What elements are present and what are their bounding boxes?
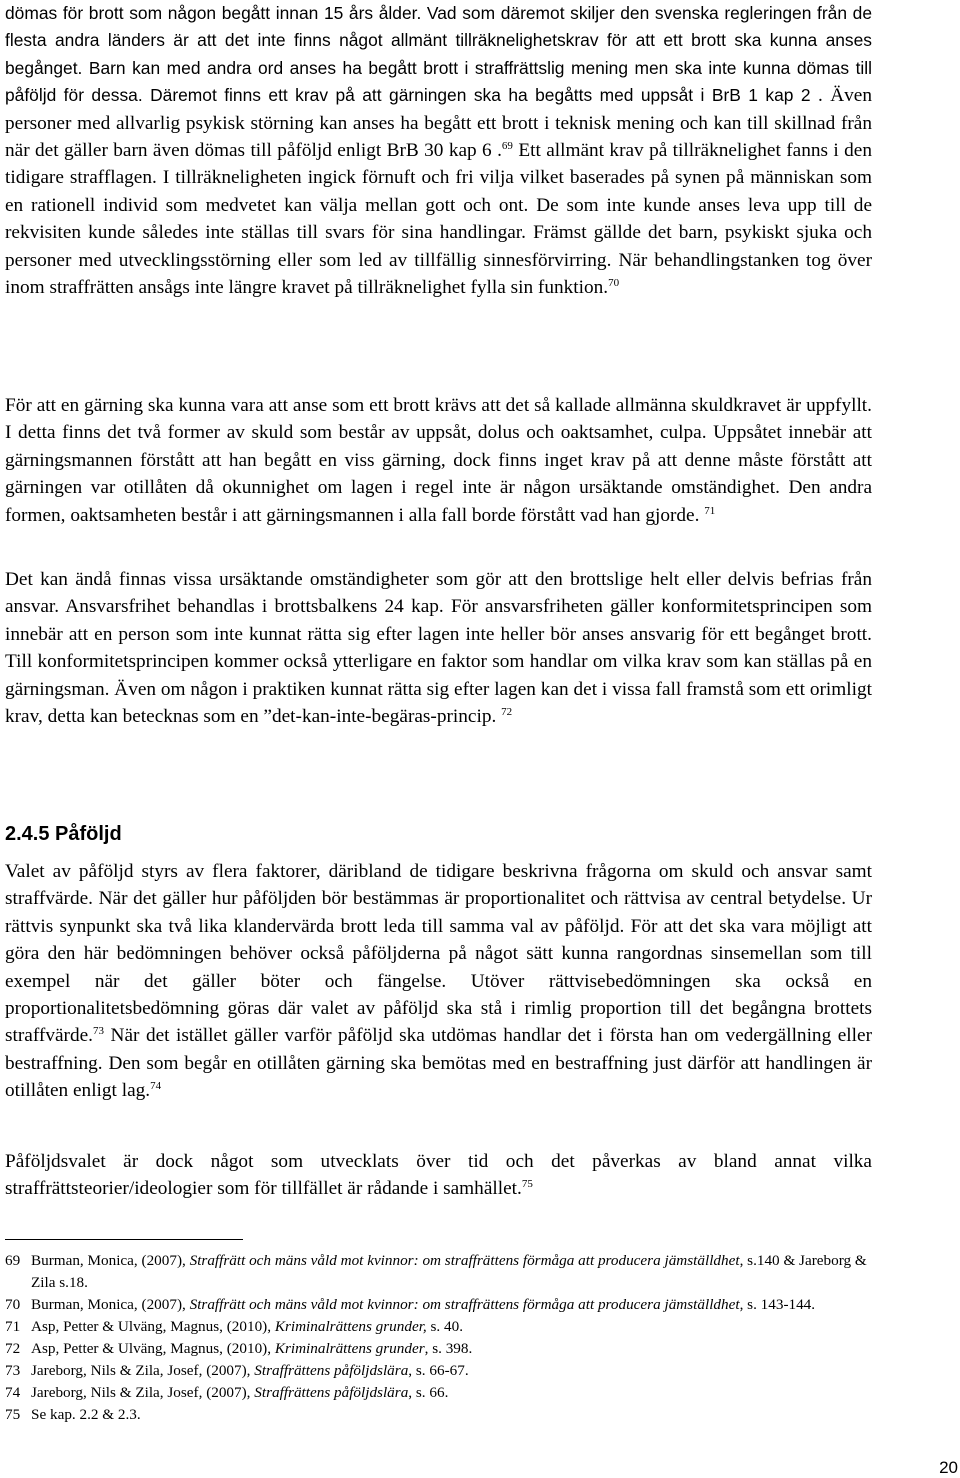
paragraph-sanction-choice [5, 858, 872, 1105]
section-heading: 2.4.5 Påföljd [5, 823, 122, 845]
footnote-ref: 73 [92, 1025, 104, 1038]
footnote-text [31, 1338, 885, 1360]
footnote-number: 71 [5, 1318, 21, 1335]
footnote-title: Straffrättens påföljdslära [254, 1384, 409, 1401]
footnote-number: 69 [5, 1252, 21, 1269]
footnote-separator [5, 1239, 243, 1240]
footnote-72 [5, 1338, 885, 1360]
footnote-73 [5, 1360, 885, 1382]
text-segment: Valet av påföljd styrs av flera faktorer, däribland de tidigare beskrivna frågorna om skuld och ansvar samt straffvärde. När det gäller hur påföljden bör bestämmas är proportionalitet och rättvisa av central betydelse. Ur rättvis synpunkt ska två lika klandervärda brott leda till samma val av påföljd. För att det ska vara möjligt att göra den här bedömningen behöver också påföljderna på något sätt kunna rangordnas sinsemellan som till exempel när det gäller böter och fängelse. Utöver rättvisebedömningen ska också en proportionalitetsbedömning göras där valet av påföljd ska stå i rimlig proportion till det begångna brottets straffvärde. [5, 861, 872, 1047]
text-segment: För att en gärning ska kunna vara att anse som ett brott krävs att det så kallade allmänna skuldkravet är uppfyllt. I detta finns det två former av skuld som består av uppsåt, dolus och oaktsamhet, culpa. Uppsåtet innebär att gärningsmannen förstått att han begått en viss gärning, dock finns inget krav på att denne måste förstått att gärningen var otillåten då okunnighet om lagen i regel inte är någon ursäktande omständighet. Den andra formen, oaktsamheten består i att gärningsmannen i alla fall borde förstått vad han gjorde. [5, 395, 872, 526]
footnote-text [31, 1294, 885, 1316]
footnote-text [31, 1404, 885, 1426]
footnote-title: Kriminalrättens grunder, [274, 1318, 427, 1335]
footnote-number: 73 [5, 1362, 21, 1379]
footnote-author: Jareborg, Nils & Zila, Josef, (2007), [31, 1362, 255, 1379]
footnote-pages: , s. 398. [424, 1340, 473, 1357]
text-segment: När det istället gäller varför påföljd ska utdömas handlar det i första han om vedergällning eller bestraffning. Den som begår en otillåten gärning ska bemötas med en bestraffning just därför att handlingen är otillåten enligt lag. [5, 1025, 872, 1102]
footnote-number: 72 [5, 1340, 21, 1357]
footnote-author: Burman, Monica, (2007), [31, 1252, 190, 1269]
footnote-number: 74 [5, 1384, 21, 1401]
text-segment: . [497, 140, 502, 162]
text-segment: Påföljdsvalet är dock något som utvecklats över tid och det påverkas av bland annat vilka straffrättsteorier/ideologier som för tillfället är rådande i samhället. [5, 1151, 872, 1200]
text-segment: Det kan ändå finnas vissa ursäktande omständigheter som gör att den brottslige helt eller delvis befrias från ansvar. Ansvarsfrihet behandlas i brottsbalkens 24 kap. För ansvarsfriheten gäller konformitetsprincipen som innebär att en person som inte kunnat rätta sig efter lagen inte heller bör anses ansvarig för ett begånget brott. Till konformitetsprincipen kommer också ytterligare en faktor som handlar om vilka krav som kan ställas på en gärningsman. Även om någon i praktiken kunnat rätta sig efter lagen kan det i vissa fall framstå som ett orimligt krav, detta kan betecknas som en ”det-kan-inte-begäras-princip. [5, 569, 872, 728]
footnote-text [31, 1250, 885, 1294]
text-segment: Ett allmänt krav på tillräknelighet fanns i den tidigare strafflagen. I tillräkneligheten ingick förnuft och fri vilja vilket baserades på synen på människan som en rationell individ som medvetet kan välja mellan gott och ont. De som inte kunde anses leva upp till de rekvisiten kunde således inte ställas till svars för sina handlingar. Främst gällde det barn, psykiskt sjuka och personer med utvecklingsstörning eller som led av tillfällig sinnesförvirring. När behandlingstanken tog över inom straffrätten ansågs inte längre kravet på tillräknelighet fylla sin funktion. [5, 140, 872, 299]
footnote-75 [5, 1404, 885, 1426]
footnote-number: 75 [5, 1406, 21, 1423]
paragraph-sanction-development [5, 1148, 872, 1203]
footnote-title: Straffrätt och mäns våld mot kvinnor: om straffrättens förmåga att producera jämställdhet [189, 1252, 740, 1269]
paragraph-excusing-circumstances [5, 566, 872, 730]
footnotes [5, 1250, 885, 1426]
footnote-title: Straffrättens påföljdslära [254, 1362, 409, 1379]
footnote-ref: 74 [150, 1080, 162, 1093]
footnote-number: 70 [5, 1296, 21, 1313]
text-segment: . Även personer med allvarlig psykisk störning kan anses ha begått ett brott i teknisk mening och kan till skillnad från när det gäller barn även dömas till påföljd enligt BrB 30 kap 6 [5, 85, 872, 162]
footnote-pages: , s. 66-67. [408, 1362, 469, 1379]
footnote-ref: 72 [501, 706, 513, 719]
footnote-ref: 70 [608, 277, 620, 290]
text-segment: Barn kan med andra ord anses ha begått brott i straffrättslig mening men ska inte kunna dömas till påföljd för dessa. Däremot finns ett krav på att gärningen ska ha begåtts med uppsåt i BrB 1 kap 2 [5, 57, 872, 106]
footnote-ref: 75 [521, 1178, 533, 1191]
footnote-author: Se kap. 2.2 & 2.3. [31, 1406, 141, 1423]
footnote-text [31, 1316, 885, 1338]
footnote-title: Straffrätt och mäns våld mot kvinnor: om straffrättens förmåga att producera jämställdhet [189, 1296, 740, 1313]
footnote-author: Asp, Petter & Ulväng, Magnus, (2010), [31, 1340, 275, 1357]
footnote-author: Asp, Petter & Ulväng, Magnus, (2010), [31, 1318, 275, 1335]
footnote-70 [5, 1294, 885, 1316]
footnote-author: Jareborg, Nils & Zila, Josef, (2007), [31, 1384, 255, 1401]
footnote-pages: , s.140 & Jareborg & Zila s.18. [31, 1252, 867, 1291]
footnote-69 [5, 1250, 885, 1294]
footnote-title: Kriminalrättens grunder [274, 1340, 425, 1357]
footnote-text [31, 1382, 885, 1404]
footnote-ref: 71 [704, 504, 716, 517]
text-segment: dömas för brott som någon begått innan 15 års ålder. Vad som däremot skiljer den svenska regleringen från de flesta andra länders är att det inte finns något allmänt tillräknelighetskrav för att ett brott ska kunna anses begånget. [5, 3, 872, 78]
footnote-text [31, 1360, 885, 1382]
footnote-74 [5, 1382, 885, 1404]
footnote-ref: 69 [501, 140, 513, 153]
page-number: 20 [939, 1458, 958, 1477]
paragraph-criminal-responsibility [5, 0, 872, 301]
paragraph-guilt-requirement [5, 392, 872, 529]
footnote-pages: , s. 66. [408, 1384, 449, 1401]
footnote-author: Burman, Monica, (2007), [31, 1296, 190, 1313]
footnote-pages: s. 40. [426, 1318, 464, 1335]
footnote-pages: , s. 143-144. [739, 1296, 816, 1313]
footnote-71 [5, 1316, 885, 1338]
